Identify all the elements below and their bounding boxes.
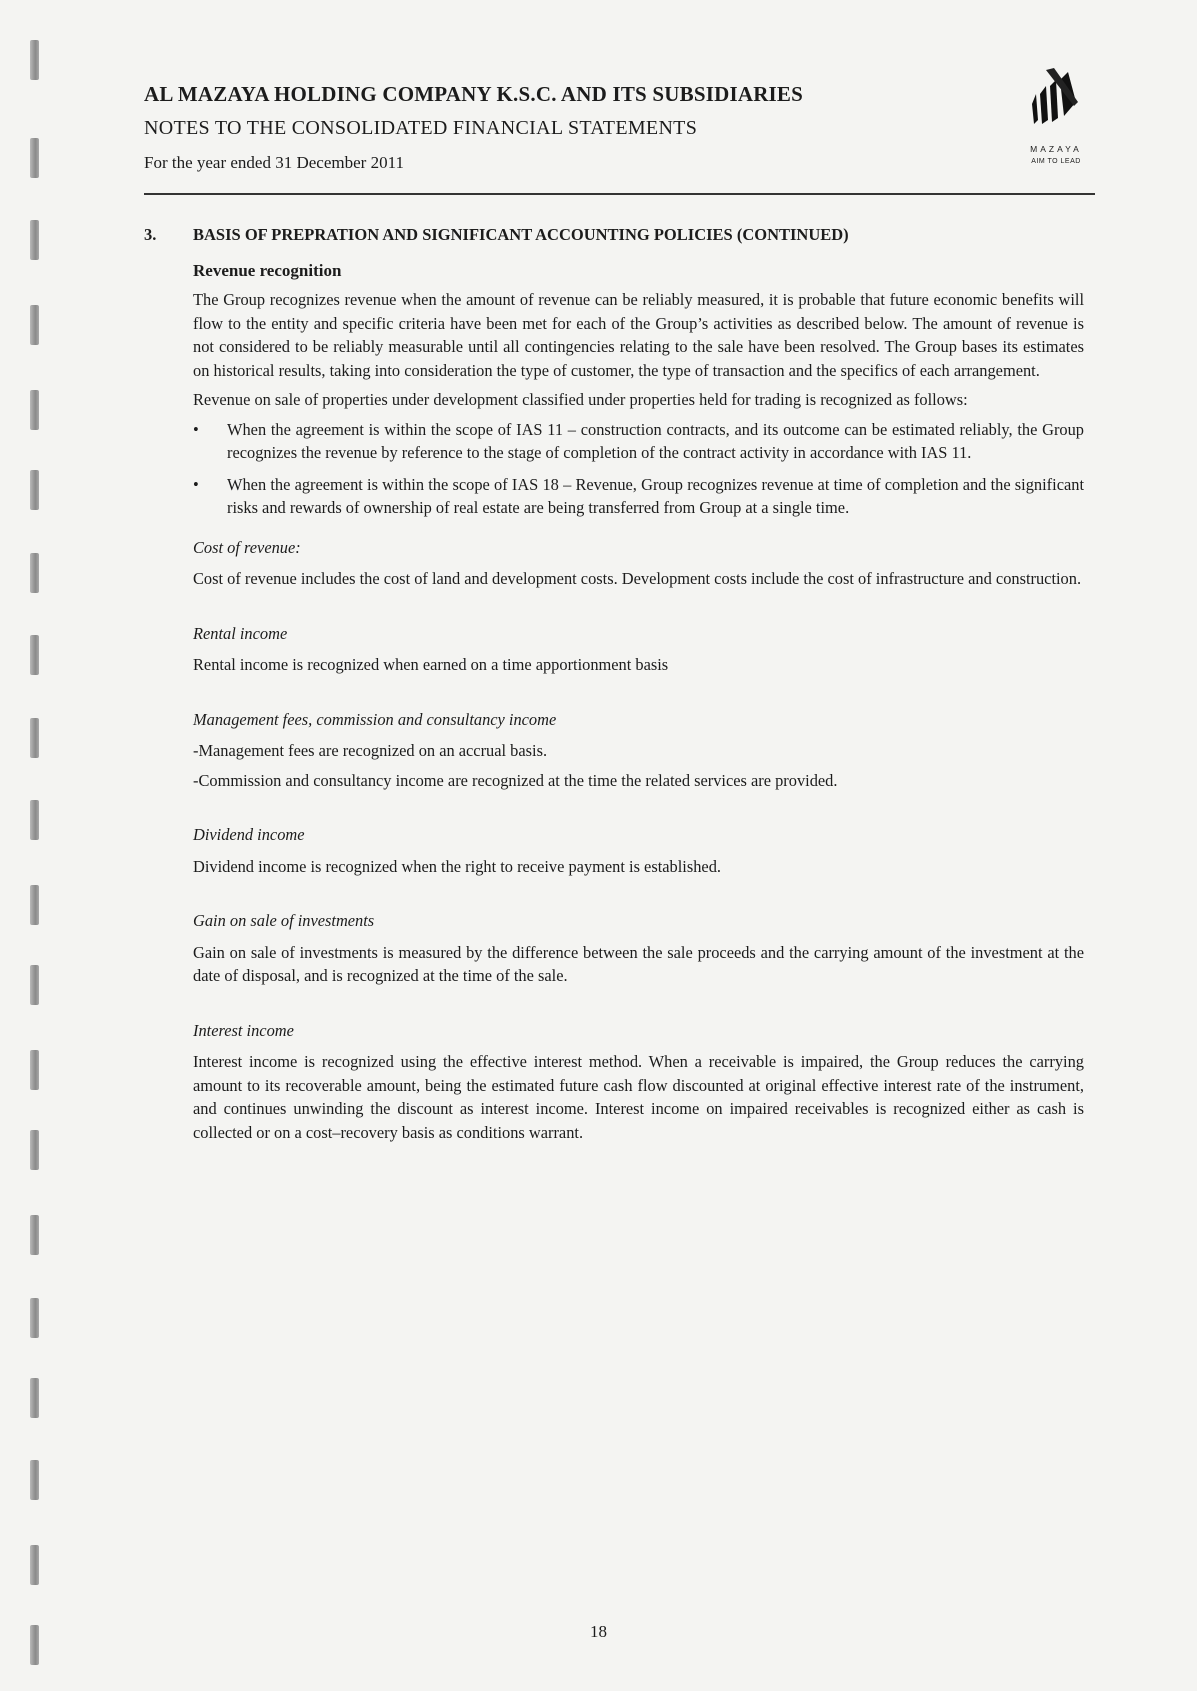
rental-income-heading: Rental income [193, 623, 288, 643]
binder-hole [30, 1130, 39, 1170]
gain-on-sale-text: Gain on sale of investments is measured by the difference between the sale proceeds and the carrying amount of the investment at the date of disposal, and is recognized at the time of the sale. [193, 942, 1084, 985]
document-header [144, 82, 1094, 173]
commission-line: -Commission and consultancy income are recognized at the time the related services are provided. [193, 770, 838, 790]
binder-hole [30, 885, 39, 925]
list-item [193, 473, 1084, 520]
logo-tagline: AIM TO LEAD [1031, 158, 1081, 165]
binder-hole [30, 635, 39, 675]
binder-hole [30, 40, 39, 80]
binder-hole [30, 138, 39, 178]
binder-holes [30, 0, 44, 1691]
binder-hole [30, 390, 39, 430]
interest-income-text: Interest income is recognized using the effective interest method. When a receivable is impaired, the Group reduces the carrying amount to its recoverable amount, being the estimated future cash flow discounted at original effective interest rate of the instrument, and continues unwinding the discount as interest income. Interest income on impaired receivables is recognized either as cash is collected or on a cost–recovery basis as conditions warrant. [193, 1052, 1084, 1142]
binder-hole [30, 470, 39, 510]
section-number: 3. [144, 225, 157, 244]
dividend-income-block [193, 823, 1084, 878]
interest-income-heading: Interest income [193, 1020, 294, 1040]
subsection-heading: Revenue recognition [193, 260, 342, 280]
company-name: AL MAZAYA HOLDING COMPANY K.S.C. AND ITS SUBSIDIARIES [144, 82, 804, 106]
section-heading [144, 223, 1094, 247]
section-content [144, 223, 1094, 1144]
cost-of-revenue-text: Cost of revenue includes the cost of land and development costs. Development costs include the cost of infrastructure and construction. [193, 569, 1082, 588]
bullet-icon: • [193, 474, 199, 494]
rental-income-text: Rental income is recognized when earned on a time apportionment basis [193, 655, 669, 674]
logo-brand: MAZAYA [1030, 144, 1082, 154]
properties-intro-paragraph: Revenue on sale of properties under development classified under properties held for trading is recognized as follows: [193, 390, 968, 409]
management-fees-block [193, 708, 1084, 793]
dividend-income-heading: Dividend income [193, 825, 305, 844]
bullet-text: When the agreement is within the scope of IAS 11 – construction contracts, and its outcome can be estimated reliably, the Group recognizes the revenue by reference to the stage of completion of the contract activity in accordance with IAS 11. [227, 419, 1084, 462]
header-divider [144, 193, 1095, 195]
management-fees-heading: Management fees, commission and consultancy income [193, 709, 557, 729]
cost-of-revenue-heading: Cost of revenue: [193, 537, 301, 557]
dividend-income-text: Dividend income is recognized when the right to receive payment is established. [193, 856, 721, 876]
binder-hole [30, 1545, 39, 1585]
gain-on-sale-block [193, 909, 1084, 988]
rental-income-block [193, 622, 1084, 677]
reporting-period: For the year ended 31 December 2011 [144, 153, 404, 172]
notes-title: NOTES TO THE CONSOLIDATED FINANCIAL STATEMENTS [144, 117, 698, 139]
binder-hole [30, 1298, 39, 1338]
binder-hole [30, 718, 39, 758]
binder-hole [30, 1050, 39, 1090]
page-number: 18 [590, 1622, 607, 1641]
revenue-bullet-list [193, 418, 1084, 520]
list-item [193, 418, 1084, 465]
binder-hole [30, 965, 39, 1005]
binder-hole [30, 553, 39, 593]
section-title: BASIS OF PREPRATION AND SIGNIFICANT ACCOUNTING POLICIES (CONTINUED) [193, 225, 849, 244]
binder-hole [30, 1460, 39, 1500]
company-logo [1018, 66, 1094, 176]
binder-hole [30, 1378, 39, 1418]
binder-hole [30, 800, 39, 840]
management-fees-line: -Management fees are recognized on an accrual basis. [193, 741, 548, 760]
cost-of-revenue-block [193, 536, 1084, 591]
binder-hole [30, 220, 39, 260]
interest-income-block [193, 1019, 1084, 1145]
revenue-intro-paragraph: The Group recognizes revenue when the amount of revenue can be reliably measured, it is probable that future economic benefits will flow to the entity and specific criteria have been met for each of the Group’s activities as described below. The amount of revenue is not considered to be reliably measurable until all contingencies relating to the sale have been resolved. The Group bases its estimates on historical results, taking into consideration the type of customer, the type of transaction and the specifics of each arrangement. [193, 290, 1084, 380]
gain-on-sale-heading: Gain on sale of investments [193, 911, 375, 930]
bullet-text: When the agreement is within the scope of IAS 18 – Revenue, Group recognizes revenue at time of completion and the significant risks and rewards of ownership of real estate are being transferred from Group at a single time. [227, 474, 1084, 517]
bullet-icon: • [193, 419, 199, 439]
mazaya-logo-icon [1026, 66, 1086, 138]
section-body [193, 259, 1084, 1145]
binder-hole [30, 305, 39, 345]
binder-hole [30, 1215, 39, 1255]
